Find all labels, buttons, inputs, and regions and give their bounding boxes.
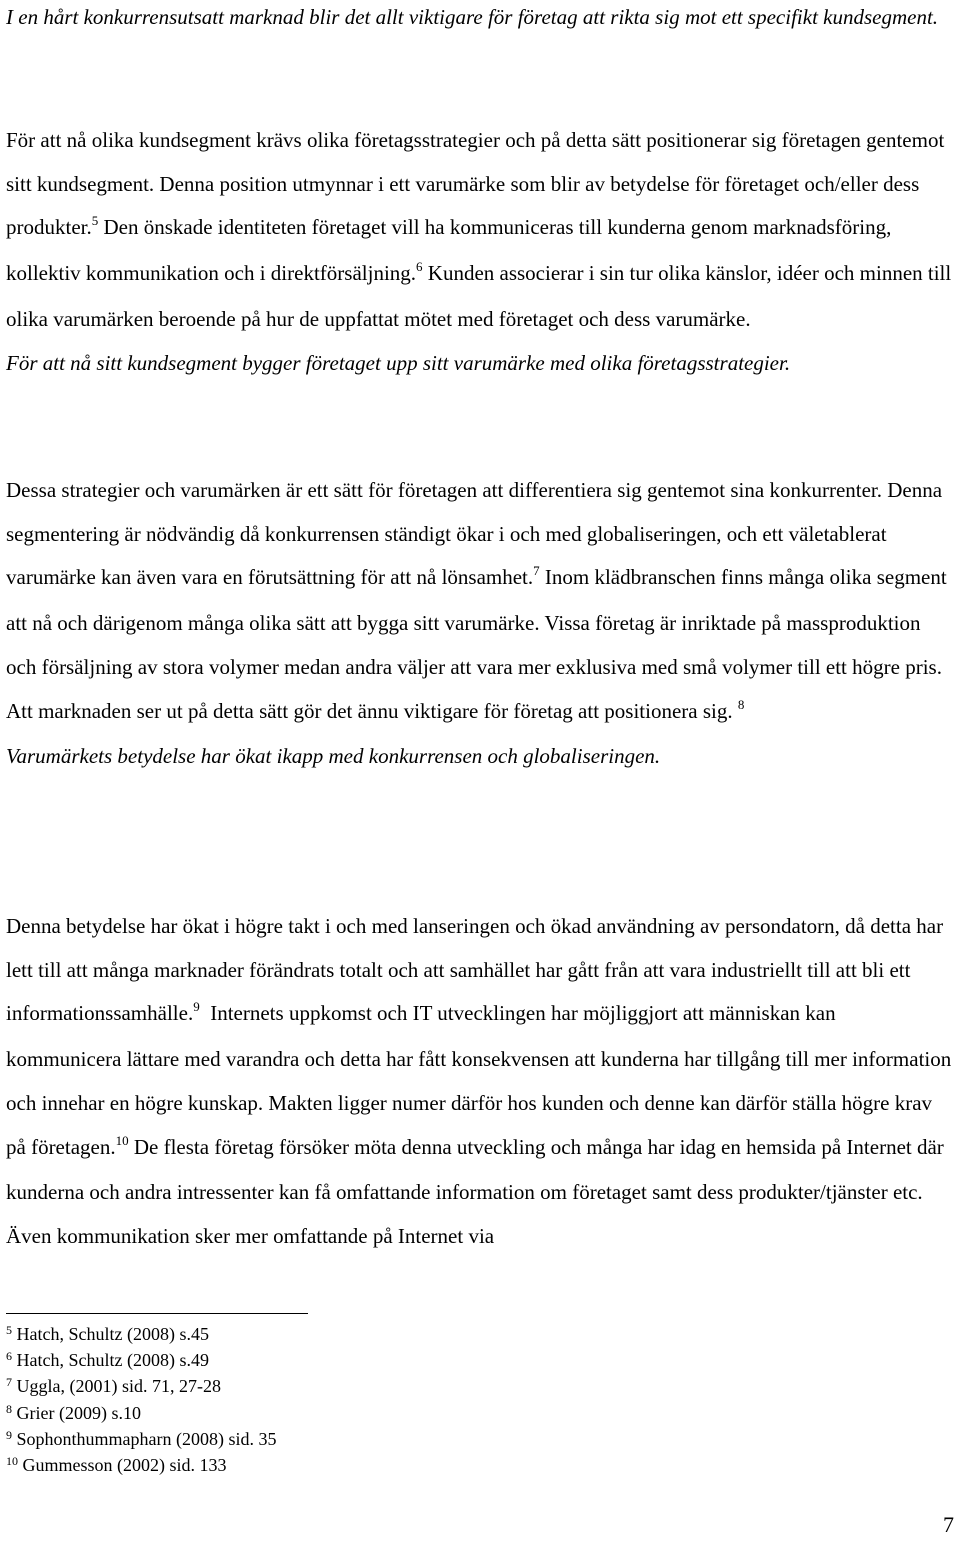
- paragraph-1-sentence-2: Den önskade identiteten företaget vill ha kommuniceras till kunderna genom marknadsföring, kollektiv kommunikation och i direktförsäljning.: [6, 215, 892, 286]
- footnote-ref-7[interactable]: 7: [533, 563, 540, 579]
- footnote-text: Hatch, Schultz (2008) s.45: [12, 1324, 209, 1344]
- footnote-7: [6, 1374, 606, 1400]
- footnote-text: Grier (2009) s.10: [12, 1402, 141, 1423]
- paragraph-2: [6, 469, 954, 779]
- page-number: 7: [943, 1512, 954, 1537]
- paragraph-3-body: [6, 905, 957, 1259]
- footnote-number: 10: [6, 1454, 18, 1469]
- paragraph-1: [6, 119, 954, 385]
- paragraph-3-sentence-1: Denna betydelse har ökat i högre takt i och med lanseringen och ökad användning av persondatorn, då detta har lett till att många marknader förändrats totalt och att samhället har gått från att vara industriellt till att bli ett informationssamhälle.: [6, 914, 944, 1026]
- footnote-number: 7: [6, 1375, 12, 1390]
- footnote-text: Uggla, (2001) sid. 71, 27-28: [12, 1376, 221, 1397]
- footnote-ref-10[interactable]: 10: [115, 1132, 129, 1148]
- paragraph-1-sentence-3: Kunden associerar i sin tur olika känslor, idéer och minnen till olika varumärken beroende på hur de uppfattat mötet med företaget och dess varumärke.: [6, 261, 952, 331]
- document-page: [6, 0, 957, 1543]
- paragraph-2-sentence-2: Inom klädbranschen finns många olika segment att nå och därigenom många olika sätt att bygga sitt varumärke. Vissa företag är inriktade på massproduktion och försäljning av stora volymer medan andra väljer att vara mer exklusiva med små volymer till ett högre pris. Att marknaden ser ut på detta sätt gör det ännu viktigare för företag att positionera sig.: [6, 565, 947, 723]
- paragraph-2-summary: Varumärkets betydelse har ökat ikapp med konkurrensen och globaliseringen.: [6, 744, 661, 769]
- paragraph-1-sentence-1: För att nå olika kundsegment krävs olika företagsstrategier och på detta sätt positionerar sig företagen gentemot sitt kundsegment. Denna position utmynnar i ett varumärke som blir av betydelse för företaget och/eller dess produkter.: [6, 128, 945, 240]
- paragraph-1-summary: För att nå sitt kundsegment bygger företaget upp sitt varumärke med olika företagsstrategier.: [6, 350, 791, 375]
- paragraph-2-sentence-1: Dessa strategier och varumärken är ett sätt för företagen att differentiera sig gentemot sina konkurrenter. Denna segmentering är nödvändig då konkurrensen ständigt ökar i och med globaliseringen, och ett väletablerat varumärke kan även vara en förutsättning för att nå lönsamhet.: [6, 478, 943, 590]
- footnote-ref-8[interactable]: 8: [737, 696, 745, 712]
- paragraph-3-sentence-2: Internets uppkomst och IT utvecklingen har möjliggjort att människan kan kommunicera lättare med varandra och detta har fått konsekvensen att kunderna har tillgång till mer information och innehar en högre kunskap. Makten ligger numer därför hos kunden och denne kan därför ställa högre krav på företagen.: [6, 1001, 957, 1159]
- footnote-5: [6, 1322, 606, 1348]
- paragraph-2-body: [6, 469, 954, 735]
- footnotes: [6, 1322, 606, 1479]
- paragraph-1-body: [6, 119, 954, 342]
- footnote-number: 8: [6, 1401, 12, 1416]
- footnote-ref-5[interactable]: 5: [91, 213, 99, 229]
- footnote-number: 9: [6, 1427, 12, 1442]
- footnote-ref-9[interactable]: 9: [193, 999, 200, 1015]
- paragraph-3: [6, 905, 957, 1259]
- intro-text: I en hårt konkurrensutsatt marknad blir det allt viktigare för företag att rikta sig mot ett specifikt kundsegment.: [6, 5, 939, 29]
- intro-paragraph: [6, 0, 954, 40]
- footnote-8: [6, 1401, 606, 1427]
- footnote-number: 5: [6, 1323, 12, 1337]
- footnote-text: Hatch, Schultz (2008) s.49: [12, 1350, 209, 1371]
- footnote-text: Gummesson (2002) sid. 133: [18, 1455, 227, 1476]
- footnote-separator: [6, 1313, 308, 1314]
- footnote-number: 6: [6, 1349, 12, 1364]
- footnote-text: Sophonthummapharn (2008) sid. 35: [12, 1428, 277, 1449]
- footnote-6: [6, 1348, 606, 1374]
- paragraph-3-sentence-3: De flesta företag försöker möta denna utveckling och många har idag en hemsida på Internet där kunderna och andra intressenter kan få omfattande information om företaget samt dess produkter/tjänster etc. Även kommunikation sker mer omfattande på Internet via: [6, 1134, 944, 1248]
- footnote-10: [6, 1453, 606, 1479]
- footnote-9: [6, 1427, 606, 1453]
- footnote-ref-6[interactable]: 6: [416, 259, 423, 275]
